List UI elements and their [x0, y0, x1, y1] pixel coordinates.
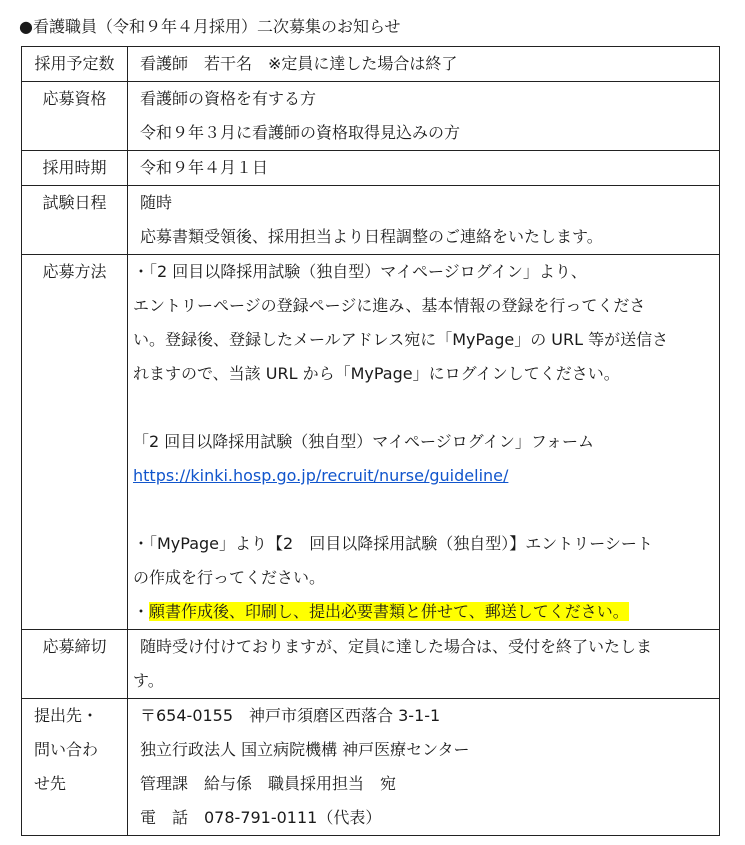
- form-label: 「2 回目以降採用試験（独自型）マイページログイン」フォーム: [133, 432, 595, 451]
- row-label-cell: [22, 47, 128, 82]
- table-row-qualification: [22, 82, 720, 151]
- contact-address: 〒654-0155 神戸市須磨区西落合 3-1-1: [140, 706, 441, 725]
- row-label-cell: [22, 82, 128, 151]
- table-row-plan: [22, 47, 720, 82]
- bullet: ・: [133, 602, 150, 621]
- row-label-cell: [22, 255, 128, 630]
- form-url-line: [128, 459, 719, 493]
- row-label-plan: 採用予定数: [34, 54, 115, 73]
- highlighted-mail-note: 願書作成後、印刷し、提出必要書類と併せて、郵送してください。: [149, 602, 629, 621]
- row-value-cell: [128, 151, 720, 186]
- table-row-period: [22, 151, 720, 186]
- guideline-link[interactable]: https://kinki.hosp.go.jp/recruit/nurse/guideline/: [133, 466, 509, 485]
- plan-text: 看護師 若干名 ※定員に達した場合は終了: [140, 54, 458, 73]
- row-label-contact: 問い合わ: [34, 740, 99, 759]
- row-value-cell: [128, 186, 720, 255]
- table-row-deadline: [22, 630, 720, 699]
- row-label-cell: [22, 630, 128, 699]
- table-row-method: [22, 255, 720, 630]
- row-label-cell: [22, 699, 128, 836]
- spacer: [128, 391, 719, 425]
- method-line: い。登録後、登録したメールアドレス宛に「MyPage」の URL 等が送信さ: [133, 330, 669, 349]
- method-line: ・「2 回目以降採用試験（独自型）マイページログイン」より、: [133, 262, 587, 281]
- row-value-cell: [128, 630, 720, 699]
- row-label-method: 応募方法: [42, 262, 107, 281]
- exam-line: 随時: [140, 193, 173, 212]
- row-value-cell: [128, 47, 720, 82]
- contact-department: 管理課 給与係 職員採用担当 宛: [140, 774, 397, 793]
- deadline-line: す。: [133, 671, 164, 690]
- row-label-cell: [22, 186, 128, 255]
- contact-organization: 独立行政法人 国立病院機構 神戸医療センター: [140, 740, 470, 759]
- entry-line: の作成を行ってください。: [133, 568, 326, 587]
- recruitment-table: [21, 46, 720, 836]
- row-label-qualification: 応募資格: [42, 89, 107, 108]
- row-label-contact: 提出先・: [34, 706, 99, 725]
- row-label-deadline: 応募締切: [42, 637, 107, 656]
- row-value-cell: [128, 699, 720, 836]
- method-line: れますので、当該 URL から「MyPage」にログインしてください。: [133, 364, 620, 383]
- row-label-cell: [22, 151, 128, 186]
- notice-title: ●看護職員（令和９年４月採用）二次募集のお知らせ: [19, 17, 401, 36]
- qualification-line: 看護師の資格を有する方: [140, 89, 317, 108]
- period-text: 令和９年４月１日: [140, 158, 269, 177]
- row-value-cell: [128, 255, 720, 630]
- row-label-period: 採用時期: [42, 158, 107, 177]
- deadline-line: 随時受け付けておりますが、定員に達した場合は、受付を終了いたしま: [140, 637, 653, 656]
- entry-line: ・「MyPage」より【2 回目以降採用試験（独自型）】エントリーシート: [133, 534, 653, 553]
- qualification-line: 令和９年３月に看護師の資格取得見込みの方: [140, 123, 461, 142]
- row-value-cell: [128, 82, 720, 151]
- row-label-contact: せ先: [34, 774, 67, 793]
- contact-phone: 電 話 078-791-0111（代表）: [140, 808, 382, 827]
- table-row-exam: [22, 186, 720, 255]
- method-line: エントリーページの登録ページに進み、基本情報の登録を行ってくださ: [133, 296, 646, 315]
- spacer: [128, 493, 719, 527]
- exam-line: 応募書類受領後、採用担当より日程調整のご連絡をいたします。: [140, 227, 603, 246]
- mail-line: [128, 595, 719, 629]
- table-row-contact: [22, 699, 720, 836]
- row-label-exam: 試験日程: [42, 193, 107, 212]
